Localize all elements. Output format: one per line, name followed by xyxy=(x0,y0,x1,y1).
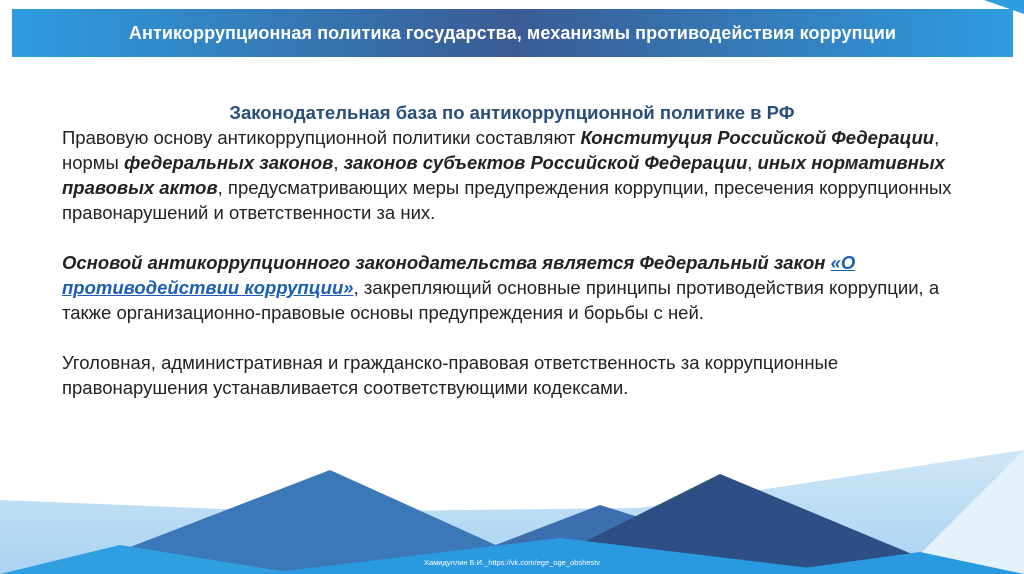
text: , xyxy=(747,152,758,173)
text: Уголовная, административная и гражданско-правовая ответственность за коррупционные правонарушения устанавливается соответствующими кодексами. xyxy=(62,352,839,398)
text: , предусматривающих меры предупреждения коррупции, пресечения коррупционных правонарушений и ответственности за них. xyxy=(62,177,952,223)
text: , закрепляющий основные принципы противодействия коррупции, а также организационно-правовые основы предупреждения и борьбы с ней. xyxy=(62,277,940,323)
text: , xyxy=(333,152,344,173)
emphasis-other-acts: иных нормативных правовых актов xyxy=(62,152,945,198)
federal-law-link[interactable]: «О противодействии коррупции» xyxy=(62,252,856,298)
text: , нормы xyxy=(62,127,940,173)
emphasis-constitution: Конституция Российской Федерации xyxy=(580,127,935,148)
text: Правовую основу антикоррупционной политики составляют xyxy=(62,127,581,148)
section-subheading: Законодательная база по антикоррупционной политике в РФ xyxy=(229,102,795,123)
footer-credit: Хамидуллин Б.И._https://vk.com/ege_oge_obshestv xyxy=(423,558,601,567)
emphasis-federal-laws: федеральных законов xyxy=(123,152,334,173)
slide-title: Антикоррупционная политика государства, механизмы противодействия коррупции xyxy=(128,22,897,43)
emphasis-federal-law: Основой антикоррупционного законодательства является Федеральный закон xyxy=(62,252,831,273)
emphasis-regional-laws: законов субъектов Российской Федерации xyxy=(343,152,748,173)
